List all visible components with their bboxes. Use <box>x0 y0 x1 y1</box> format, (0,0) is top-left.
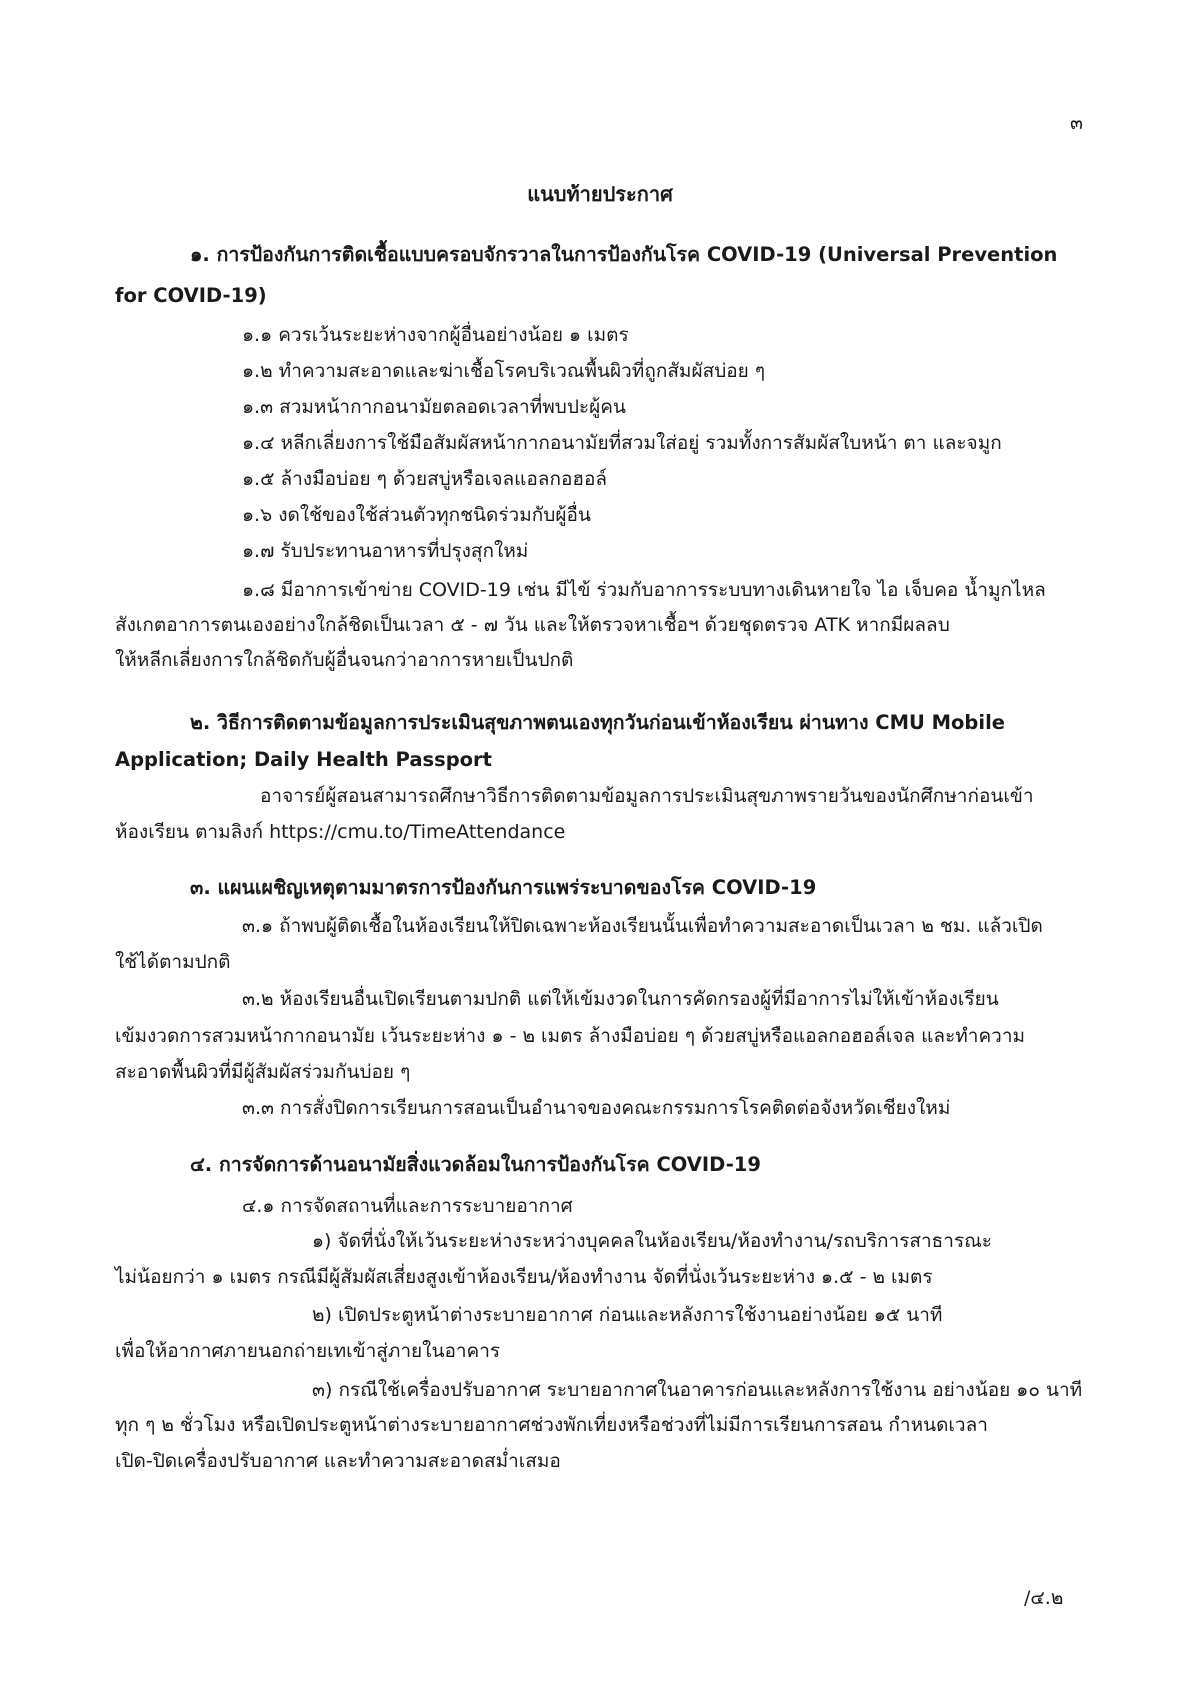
section-2-heading: ๒. วิธีการติดตามข้อมูลการประเมินสุขภาพตนเองทุกวันก่อนเข้าห้องเรียน ผ่านทาง CMU Mobile <box>190 711 1005 734</box>
list-item-cont: เพื่อให้อากาศภายนอกถ่ายเทเข้าสู่ภายในอาคาร <box>115 1340 501 1362</box>
section-2-heading-cont: Application; Daily Health Passport <box>115 748 492 771</box>
list-item: ๑) จัดที่นั่งให้เว้นระยะห่างระหว่างบุคคลในห้องเรียน/ห้องทำงาน/รถบริการสาธารณะ <box>312 1230 992 1252</box>
list-item: ๑.๗ รับประทานอาหารที่ปรุงสุกใหม่ <box>242 540 529 562</box>
list-item: ๓.๑ ถ้าพบผู้ติดเชื้อในห้องเรียนให้ปิดเฉพาะห้องเรียนนั้นเพื่อทำความสะอาดเป็นเวลา ๒ ชม. แล้วเปิด <box>242 915 1043 937</box>
list-item: ๑.๒ ทำความสะอาดและฆ่าเชื้อโรคบริเวณพื้นผิวที่ถูกสัมผัสบ่อย ๆ <box>242 360 766 382</box>
list-item: ๓) กรณีใช้เครื่องปรับอากาศ ระบายอากาศในอาคารก่อนและหลังการใช้งาน อย่างน้อย ๑๐ นาที <box>312 1379 1083 1401</box>
list-item: ๑.๖ งดใช้ของใช้ส่วนตัวทุกชนิดร่วมกับผู้อื่น <box>242 504 591 526</box>
list-item: ๑.๔ หลีกเลี่ยงการใช้มือสัมผัสหน้ากากอนามัยที่สวมใส่อยู่ รวมทั้งการสัมผัสใบหน้า ตา และจมูก <box>242 432 1002 454</box>
section-1-heading-cont: for COVID-19) <box>115 284 267 307</box>
list-item: ๑.๓ สวมหน้ากากอนามัยตลอดเวลาที่พบปะผู้คน <box>242 396 626 418</box>
section-3-heading: ๓. แผนเผชิญเหตุตามมาตรการป้องกันการแพร่ระบาดของโรค COVID-19 <box>190 876 817 899</box>
list-item-cont: สะอาดพื้นผิวที่มีผู้สัมผัสร่วมกันบ่อย ๆ <box>115 1061 411 1083</box>
section-2-body: อาจารย์ผู้สอนสามารถศึกษาวิธีการติดตามข้อมูลการประเมินสุขภาพรายวันของนักศึกษาก่อนเข้า <box>260 785 1034 807</box>
list-item-cont: เปิด-ปิดเครื่องปรับอากาศ และทำความสะอาดสม่ำเสมอ <box>115 1450 561 1472</box>
list-item: ๒) เปิดประตูหน้าต่างระบายอากาศ ก่อนและหลังการใช้งานอย่างน้อย ๑๕ นาที <box>312 1304 943 1326</box>
list-item: ๓.๓ การสั่งปิดการเรียนการสอนเป็นอำนาจของคณะกรรมการโรคติดต่อจังหวัดเชียงใหม่ <box>242 1097 951 1119</box>
list-item-cont: ทุก ๆ ๒ ชั่วโมง หรือเปิดประตูหน้าต่างระบายอากาศช่วงพักเที่ยงหรือช่วงที่ไม่มีการเรียนการสอน กำหนดเวลา <box>115 1414 988 1436</box>
list-item-cont: เข้มงวดการสวมหน้ากากอนามัย เว้นระยะห่าง ๑ - ๒ เมตร ล้างมือบ่อย ๆ ด้วยสบู่หรือแอลกอฮอล์เจล และทำความ <box>115 1025 1026 1047</box>
list-item: ๑.๕ ล้างมือบ่อย ๆ ด้วยสบู่หรือเจลแอลกอฮอล์ <box>242 468 608 490</box>
page-number: ๓ <box>1070 112 1083 134</box>
section-2-body-cont: ห้องเรียน ตามลิงก์ https://cmu.to/TimeAttendance <box>115 821 566 843</box>
list-item: ๑.๘ มีอาการเข้าข่าย COVID-19 เช่น มีไข้ ร่วมกับอาการระบบทางเดินหายใจ ไอ เจ็บคอ น้ำมูกไหล <box>242 579 1046 601</box>
list-item: ๑.๑ ควรเว้นระยะห่างจากผู้อื่นอย่างน้อย ๑ เมตร <box>242 324 629 346</box>
list-item: ๓.๒ ห้องเรียนอื่นเปิดเรียนตามปกติ แต่ให้เข้มงวดในการคัดกรองผู้ที่มีอาการไม่ให้เข้าห้องเรียน <box>242 988 999 1010</box>
document-title: แนบท้ายประกาศ <box>527 182 673 206</box>
section-1-heading: ๑. การป้องกันการติดเชื้อแบบครอบจักรวาลในการป้องกันโรค COVID-19 (Universal Prevention <box>190 243 1058 266</box>
list-item-cont: ให้หลีกเลี่ยงการใกล้ชิดกับผู้อื่นจนกว่าอาการหายเป็นปกติ <box>115 649 574 671</box>
list-item-cont: ไม่น้อยกว่า ๑ เมตร กรณีมีผู้สัมผัสเสี่ยงสูงเข้าห้องเรียน/ห้องทำงาน จัดที่นั่งเว้นระยะห่าง ๑.๕ - ๒ เมตร <box>115 1266 933 1288</box>
list-item-cont: ใช้ได้ตามปกติ <box>115 951 231 973</box>
subsection-heading: ๔.๑ การจัดสถานที่และการระบายอากาศ <box>242 1195 573 1217</box>
next-page-reference: /๔.๒ <box>1024 1587 1064 1609</box>
section-4-heading: ๔. การจัดการด้านอนามัยสิ่งแวดล้อมในการป้องกันโรค COVID-19 <box>190 1153 761 1176</box>
list-item-cont: สังเกตอาการตนเองอย่างใกล้ชิดเป็นเวลา ๕ - ๗ วัน และให้ตรวจหาเชื้อฯ ด้วยชุดตรวจ ATK หากมีผลลบ <box>115 614 950 636</box>
